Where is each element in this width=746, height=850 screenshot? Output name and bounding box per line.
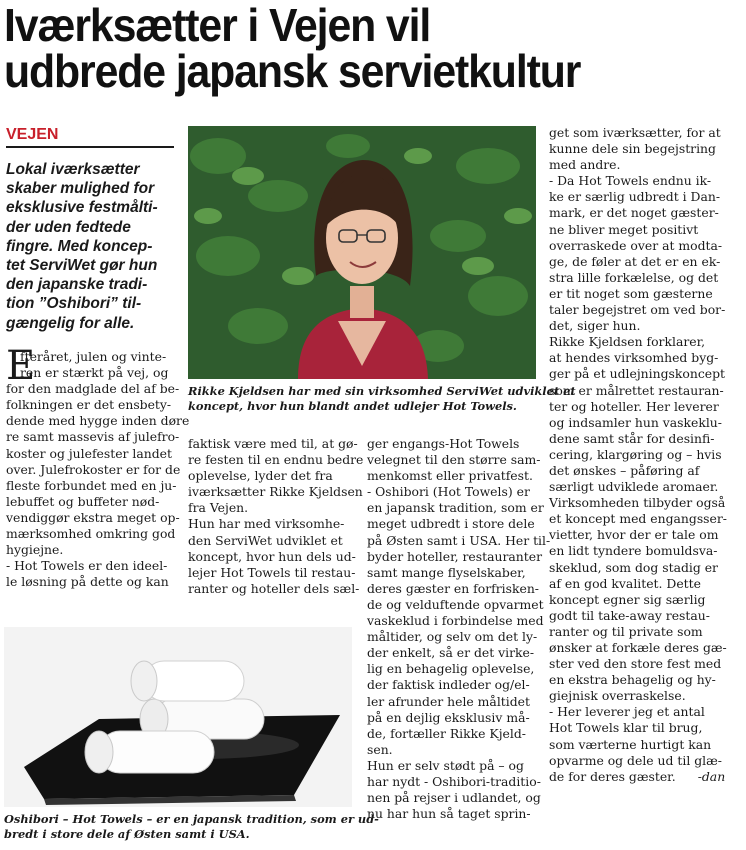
text-line: ranter og hoteller dels sæl- xyxy=(188,580,360,596)
text-line: koster og julefester landet xyxy=(6,445,172,461)
text-line: og indsamler hun vaskeklu- xyxy=(549,414,722,430)
lead-line: den japanske tradi- xyxy=(6,276,148,294)
text-line: Virksomheden tilbyder også xyxy=(549,495,726,511)
text-line: folkningen er det ensbety- xyxy=(6,397,172,413)
text-line: ge, de føler at det er en ek- xyxy=(549,253,721,269)
text-line: Hot Towels klar til brug, xyxy=(549,720,703,736)
text-line: samt mange flyselskaber, xyxy=(367,564,526,580)
text-line: ger på et udlejningskoncept xyxy=(549,366,726,382)
text-line: fleste forbundet med en ju- xyxy=(6,477,177,493)
author-signature: -dan xyxy=(697,768,726,784)
text-line: giejnisk overraskelse. xyxy=(549,688,686,704)
text-line: der faktisk indleder og/el- xyxy=(367,677,530,693)
text-line: skeklud, som dog stadig er xyxy=(549,559,718,575)
headline-line-1: Iværksætter i Vejen vil xyxy=(4,0,431,51)
text-line: koncept, hvor hun dels ud- xyxy=(188,548,356,564)
text-line: lig en behagelig oplevelse, xyxy=(367,661,535,677)
text-line: en japansk tradition, som er xyxy=(367,500,544,516)
text-line: mærksomhed omkring god xyxy=(6,526,176,542)
lead-line: tet ServiWet gør hun xyxy=(6,257,158,275)
text-line: nu har hun så taget sprin- xyxy=(367,806,531,822)
text-line: cering, klargøring og – hvis xyxy=(549,446,722,462)
headline-line-2: udbrede japansk servietkultur xyxy=(4,45,581,97)
text-line: velegnet til den større sam- xyxy=(367,452,541,468)
text-line: byder hoteller, restauranter xyxy=(367,548,542,564)
body-column-2 xyxy=(188,436,364,597)
text-line: - Oshibori (Hot Towels) er xyxy=(367,484,530,500)
text-line: hygiejne. xyxy=(6,542,64,558)
text-line-end: de for deres gæster. xyxy=(549,768,676,784)
text-line: kunne dele sin begejstring xyxy=(549,141,716,157)
text-line: som er målrettet restauran- xyxy=(549,382,724,398)
text-line: vaskeklud i forbindelse med xyxy=(367,613,544,629)
text-line: faktisk være med til, at gø- xyxy=(188,436,358,451)
text-line: på en dejlig eksklusiv må- xyxy=(367,709,530,725)
text-line: der enkelt, så er det virke- xyxy=(367,645,535,661)
text-line: opvarme og dele ud til glæ- xyxy=(549,752,722,768)
text-line-last xyxy=(549,769,741,785)
portrait-illustration xyxy=(188,126,536,379)
text-line: er tit noget som gæsterne xyxy=(549,285,713,301)
text-line: fteråret, julen og vinte- xyxy=(20,349,167,364)
text-line: af en god kvalitet. Dette xyxy=(549,575,701,591)
text-line: ter og hoteller. Her leverer xyxy=(549,398,719,414)
text-line: taler begejstret om ved bor- xyxy=(549,302,726,318)
text-line: ønsker at forkæle deres gæ- xyxy=(549,640,727,655)
text-line: - Da Hot Towels endnu ik- xyxy=(549,173,712,189)
text-line: vendiggør ekstra meget op- xyxy=(6,509,180,525)
lead-paragraph xyxy=(6,160,172,333)
caption-line: koncept, hvor hun blandt andet udlejer Hot Towels. xyxy=(188,399,517,413)
text-line: de, fortæller Rikke Kjeld- xyxy=(367,725,526,741)
text-line: en lidt tyndere bomuldsva- xyxy=(549,543,718,559)
photo-caption-2 xyxy=(4,812,379,842)
lead-line: Lokal iværksætter xyxy=(6,161,140,178)
text-line: Hun er selv stødt på – og xyxy=(367,757,524,773)
lead-line: fingre. Med koncep- xyxy=(6,237,153,255)
text-line: re festen til en endnu bedre xyxy=(188,452,364,468)
text-line: menkomst eller privatfest. xyxy=(367,468,533,484)
text-line: fra Vejen. xyxy=(188,500,249,516)
towels-photo xyxy=(4,627,352,807)
lead-line: gængelig for alle. xyxy=(6,314,135,332)
text-line: mark, er det noget gæster- xyxy=(549,205,719,221)
text-line: get som iværksætter, for at xyxy=(549,125,721,140)
text-line: ke er særlig udbredt i Dan- xyxy=(549,189,721,205)
text-line: ranter og til private som xyxy=(549,623,703,639)
text-line: for den madglade del af be- xyxy=(6,381,180,397)
caption-line: Rikke Kjeldsen har med sin virksomhed ServiWet udviklet et xyxy=(188,384,576,398)
text-line: lejer Hot Towels til restau- xyxy=(188,564,356,580)
caption-line: bredt i store dele af Østen samt i USA. xyxy=(4,827,250,841)
text-line: det ønskes – påføring af xyxy=(549,462,700,478)
text-line: lebuffet og buffeter nød- xyxy=(6,493,160,509)
text-line: iværksætter Rikke Kjeldsen xyxy=(188,484,363,500)
text-line: Hun har med virksomhe- xyxy=(188,516,345,532)
text-line: ler afrunder hele måltidet xyxy=(367,693,530,709)
text-line: stra lille forkælelse, og det xyxy=(549,269,719,285)
text-line: dende med hygge inden døre xyxy=(6,413,190,429)
text-line: meget udbredt i store dele xyxy=(367,516,535,532)
text-line: oplevelse, lyder det fra xyxy=(188,468,333,484)
text-line: nen på rejser i udlandet, og xyxy=(367,790,541,806)
text-line: måltider, og selv om det ly- xyxy=(367,629,538,645)
text-line: Rikke Kjeldsen forklarer, xyxy=(549,334,706,350)
text-line: - Her leverer jeg et antal xyxy=(549,704,705,720)
text-line: le løsning på dette og kan xyxy=(6,574,169,590)
text-line: koncept egner sig særlig xyxy=(549,591,706,607)
towels-illustration xyxy=(4,627,352,807)
text-line: på Østen samt i USA. Her til- xyxy=(367,532,551,548)
portrait-photo xyxy=(188,126,536,379)
lead-line: tion ”Oshibori” til- xyxy=(6,295,142,313)
text-line: som værterne hurtigt kan xyxy=(549,736,712,752)
lead-line: skaber mulighed for xyxy=(6,180,155,198)
lead-line: eksklusive festmålti- xyxy=(6,199,158,217)
text-line: et koncept med engangsser- xyxy=(549,511,727,527)
text-line: en ekstra behagelig og hy- xyxy=(549,672,716,688)
body-column-1 xyxy=(6,343,190,590)
body-column-3 xyxy=(367,436,551,822)
text-line: deres gæster en forfrisken- xyxy=(367,580,539,596)
body-column-4 xyxy=(549,125,741,785)
lead-line: der uden fedtede xyxy=(6,218,131,236)
text-line: at hendes virksomhed byg- xyxy=(549,350,719,366)
text-line: har nydt - Oshibori-traditio- xyxy=(367,773,541,789)
location-kicker: VEJEN xyxy=(6,126,174,148)
text-line: vietter, hvor der er tale om xyxy=(549,527,719,543)
text-line: sen. xyxy=(367,741,393,757)
text-line: den ServiWet udviklet et xyxy=(188,532,343,548)
text-line: med andre. xyxy=(549,157,621,173)
text-line: over. Julefrokoster er for de xyxy=(6,461,181,477)
photo-caption-1 xyxy=(188,384,576,414)
text-line: re samt massevis af julefro- xyxy=(6,429,180,445)
text-line: overraskede over at modta- xyxy=(549,237,723,253)
text-line: det, siger hun. xyxy=(549,318,641,334)
text-line: godt til take-away restau- xyxy=(549,607,710,623)
text-line: de og velduftende opvarmet xyxy=(367,596,544,612)
text-line: særligt udviklede aromaer. xyxy=(549,479,719,495)
headline xyxy=(4,0,690,97)
text-line: ger engangs-Hot Towels xyxy=(367,436,520,451)
text-line: dene samt står for desinfi- xyxy=(549,430,715,446)
drop-cap: E xyxy=(6,343,36,389)
caption-line: Oshibori – Hot Towels – er en japansk tradition, som er ud- xyxy=(4,812,379,826)
text-line: ne bliver meget positivt xyxy=(549,221,699,237)
text-line: - Hot Towels er den ideel- xyxy=(6,558,168,574)
text-line: ster ved den store fest med xyxy=(549,656,722,672)
text-line: ren er stærkt på vej, og xyxy=(20,365,169,381)
